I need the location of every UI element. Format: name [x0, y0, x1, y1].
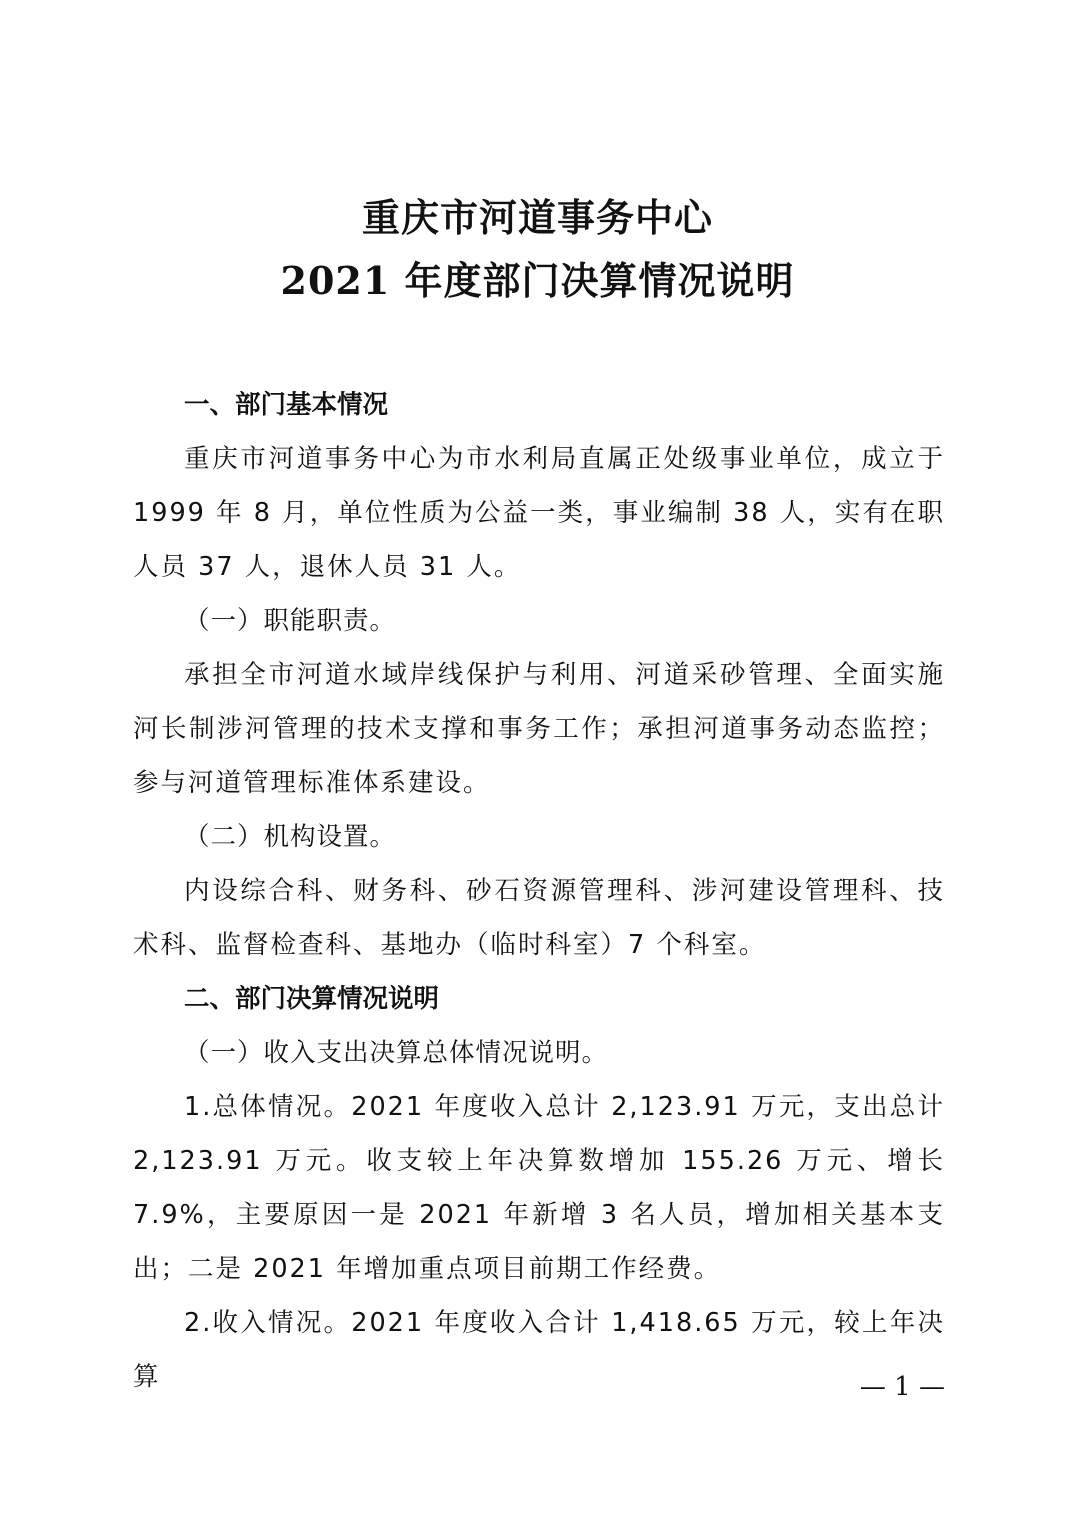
section-heading-final-accounts: 二、部门决算情况说明 [184, 984, 440, 1014]
paragraph-functions: 承担全市河道水域岸线保护与利用、河道采砂管理、全面实施河长制涉河管理的技术支撑和事务工作；承担河道事务动态监控；参与河道管理标准体系建设。 [133, 660, 945, 798]
document-title-line1: 重庆市河道事务中心 [361, 195, 713, 240]
paragraph-overall: 1.总体情况。2021 年度收入总计 2,123.91 万元，支出总计 2,123.91 万元。收支较上年决算数增加 155.26 万元、增长 7.9%，主要原因一是 2021 年新增 3 名人员，增加相关基本支出；二是 2021 年增加重点项目前期工作经费。 [133, 1092, 945, 1284]
page-number: — 1 — [859, 1372, 945, 1402]
subheading-income-expense: （一）收入支出决算总体情况说明。 [184, 1038, 609, 1068]
document-body [133, 378, 945, 1404]
document-title-line2: 2021 年度部门决算情况说明 [280, 258, 795, 303]
section-heading-basic-info: 一、部门基本情况 [184, 390, 389, 420]
paragraph-organization: 内设综合科、财务科、砂石资源管理科、涉河建设管理科、技术科、监督检查科、基地办（临时科室）7 个科室。 [133, 876, 945, 960]
paragraph-income: 2.收入情况。2021 年度收入合计 1,418.65 万元，较上年决算 [133, 1308, 945, 1392]
subheading-functions: （一）职能职责。 [184, 606, 397, 636]
subheading-organization: （二）机构设置。 [184, 822, 397, 852]
paragraph-basic-info: 重庆市河道事务中心为市水利局直属正处级事业单位，成立于 1999 年 8 月，单位性质为公益一类，事业编制 38 人，实有在职人员 37 人，退休人员 31 人。 [133, 444, 945, 582]
